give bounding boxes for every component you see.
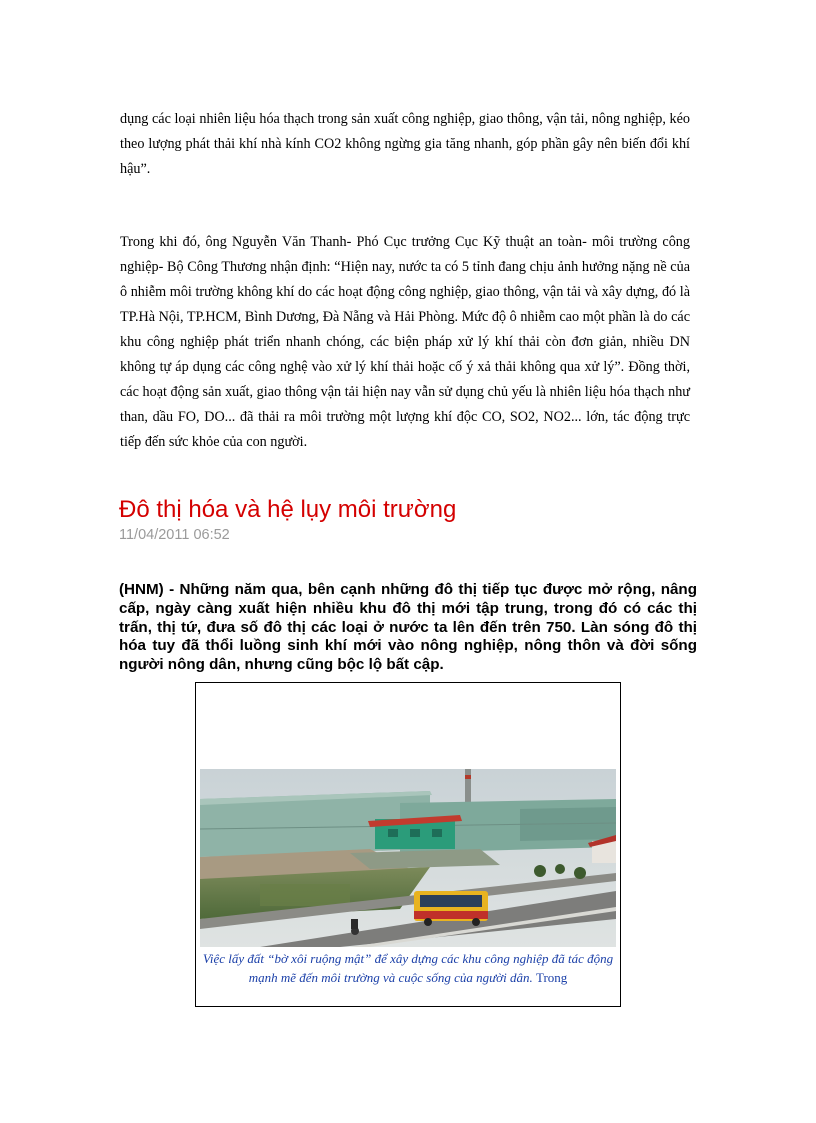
article-lead: (HNM) - Những năm qua, bên cạnh những đô thị tiếp tục được mở rộng, nâng cấp, ngày càng xuất hiện nhiều khu đô thị mới tập trung, trong đó có các thị trấn, thị tứ, đưa số đô thị các loại ở nước ta lên đến trên 750. Làn sóng đô thị hóa tuy đã thổi luồng sinh khí mới vào nông nghiệp, nông thôn và đời sống người nông dân, nhưng cũng bộc lộ bất cập. — [119, 581, 697, 674]
article-figure — [195, 682, 621, 1007]
figure-caption — [202, 949, 614, 987]
body-paragraph: Trong khi đó, ông Nguyễn Văn Thanh- Phó Cục trưởng Cục Kỹ thuật an toàn- môi trường công nghiệp- Bộ Công Thương nhận định: “Hiện nay, nước ta có 5 tỉnh đang chịu ảnh hưởng nặng nề của ô nhiễm môi trường không khí do các hoạt động công nghiệp, giao thông, vận tải và xây dựng, đó là TP.Hà Nội, TP.HCM, Bình Dương, Đà Nẵng và Hải Phòng. Mức độ ô nhiễm cao một phần là do các khu công nghiệp phát triển nhanh chóng, các biện pháp xử lý khí thải còn đơn giản, nhiều DN không tự áp dụng các công nghệ vào xử lý khí thải hoặc cố ý xả thải không qua xử lý”. Đồng thời, các hoạt động sản xuất, giao thông vận tải hiện nay vẫn sử dụng chủ yếu là nhiên liệu hóa thạch như than, dầu FO, DO... đã thải ra môi trường một lượng khí độc CO, SO2, NO2... lớn, tác động trực tiếp đến sức khỏe của con người. — [120, 234, 690, 450]
figure-caption-tail: Trong — [535, 970, 568, 985]
article-title[interactable]: Đô thị hóa và hệ lụy môi trường — [119, 496, 457, 523]
body-paragraph: dụng các loại nhiên liệu hóa thạch trong sản xuất công nghiệp, giao thông, vận tải, nông nghiệp, kéo theo lượng phát thải khí nhà kính CO2 không ngừng gia tăng nhanh, góp phần gây nên biến đổi khí hậu”. — [120, 111, 690, 177]
industrial-zone-photo — [200, 769, 616, 947]
article-date: 11/04/2011 06:52 — [119, 527, 230, 543]
figure-caption-text: Việc lấy đất “bờ xôi ruộng mật” để xây dựng các khu công nghiệp đã tác động mạnh mẽ đến môi trường và cuộc sống của người dân. — [202, 951, 614, 985]
